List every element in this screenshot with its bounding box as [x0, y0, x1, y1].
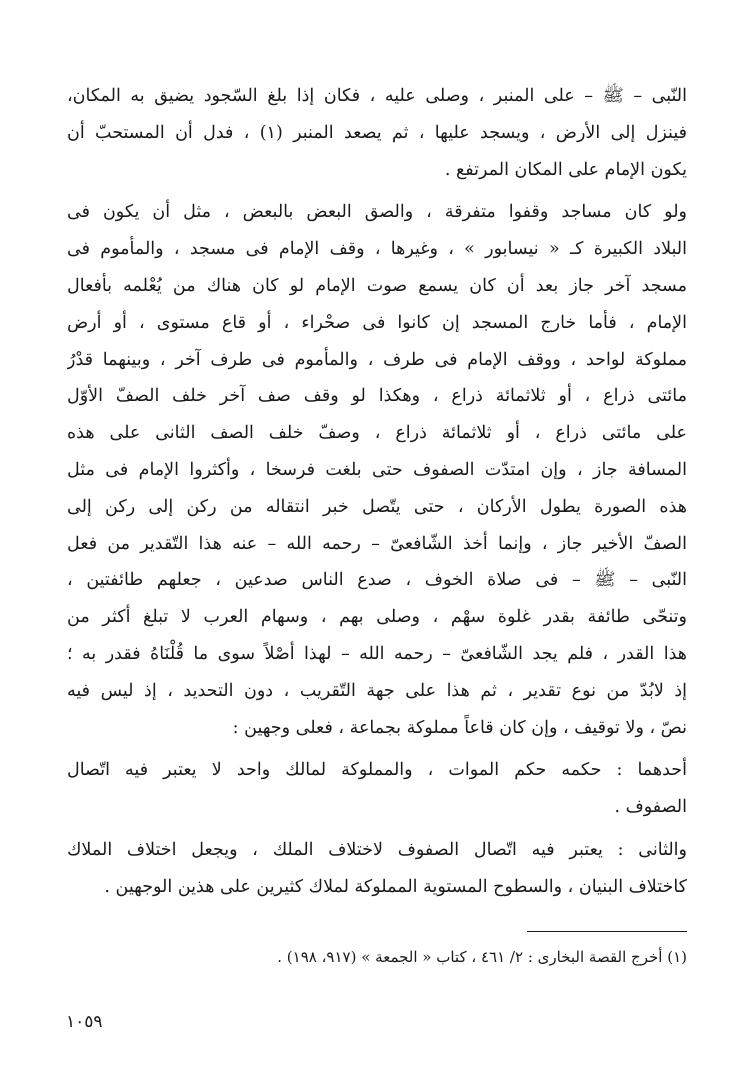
text-line: كاختلاف البنيان ، والسطوح المستوية المملوكة لملاك كثيرين على هذين الوجهين . — [104, 876, 687, 897]
paragraph — [67, 832, 687, 906]
page-number: ١٠٥٩ — [66, 1012, 103, 1032]
text-line: الصفوف . — [614, 797, 687, 818]
text-line: هذه الصورة يطول الأركان ، حتى يتّصل خبر انتقاله من ركن إلى ركن إلى — [67, 496, 687, 517]
paragraph — [67, 194, 687, 746]
text-line: البلاد الكبيرة كـ « نيسابور » ، وغيرها ، وقف الإمام فى مسجد ، والمأموم فى — [67, 239, 687, 260]
text-line: ولو كان مساجد وقفوا متفرقة ، والصق البعض بالبعض ، مثل أن يكون فى — [67, 202, 687, 223]
text-line: مائتى ذراع ، أو ثلاثمائة ذراع ، وهكذا لو وقف صف آخر خلف الصفّ الأوّل — [67, 386, 687, 407]
footnote: (١) أخرج القصة البخارى : ٢/ ٤٦١ ، كتاب « الجمعة » (٩١٧، ١٩٨) . — [277, 948, 687, 966]
text-line: إذ لابُدّ من نوع تقدير ، ثم هذا على جهة التّقريب ، دون التحديد ، إذ ليس فيه — [67, 680, 687, 701]
text-line: الصفّ الأخير جاز ، وإنما أخذ الشّافعىّ – رحمه الله – عنه هذا التّقدير من فعل — [67, 533, 687, 554]
text-line: النّبى – ﷺ – فى صلاة الخوف ، صدع الناس صدعين ، جعلهم طائفتين ، — [67, 570, 687, 591]
text-line: يكون الإمام على المكان المرتفع . — [444, 159, 687, 180]
text-line: فينزل إلى الأرض ، ويسجد عليها ، ثم يصعد المنبر (١) ، فدل أن المستحبّ أن — [67, 122, 687, 143]
footnote-separator — [527, 931, 687, 932]
paragraph — [67, 78, 687, 188]
text-line: المسافة جاز ، وإن امتدّت الصفوف حتى بلغت فرسخا ، وأكثروا الإمام فى مثل — [67, 459, 687, 480]
text-line: هذا القدر ، فلم يجد الشّافعىّ – رحمه الله – لهذا أصْلاً سوى ما قُلْنَاهُ فقدر به ؛ — [67, 643, 687, 664]
text-line: والثانى : يعتبر فيه اتّصال الصفوف لاختلاف الملك ، ويجعل اختلاف الملاك — [67, 839, 687, 860]
text-line: وتنحّى طائفة بقدر غلوة سهْم ، وصلى بهم ، وسهام العرب لا تبلغ أكثر من — [67, 607, 687, 628]
text-line: الإمام ، فأما خارج المسجد إن كانوا فى صحْراء ، أو قاع مستوى ، أو أرض — [67, 312, 687, 333]
paragraph — [67, 752, 687, 826]
text-line: نصّ ، ولا توقيف ، وإن كان قاعاً مملوكة بجماعة ، فعلى وجهين : — [232, 717, 687, 738]
text-line: مملوكة لواحد ، ووقف الإمام فى طرف ، والمأموم فى طرف آخر ، وبينهما قدْرُ — [67, 349, 687, 370]
main-text — [67, 78, 687, 906]
text-line: النّبى – ﷺ – على المنبر ، وصلى عليه ، فكان إذا بلغ السّجود يضيق به المكان، — [67, 86, 687, 106]
text-line: مسجد آخر جاز بعد أن كان يسمع صوت الإمام لو كان هناك من يُعْلمه بأفعال — [67, 275, 687, 296]
text-line: أحدهما : حكمه حكم الموات ، والمملوكة لمالك واحد لا يعتبر فيه اتّصال — [67, 760, 687, 781]
text-line: على مائتى ذراع ، أو ثلاثمائة ذراع ، وصفّ خلف الصف الثانى على هذه — [67, 423, 687, 444]
